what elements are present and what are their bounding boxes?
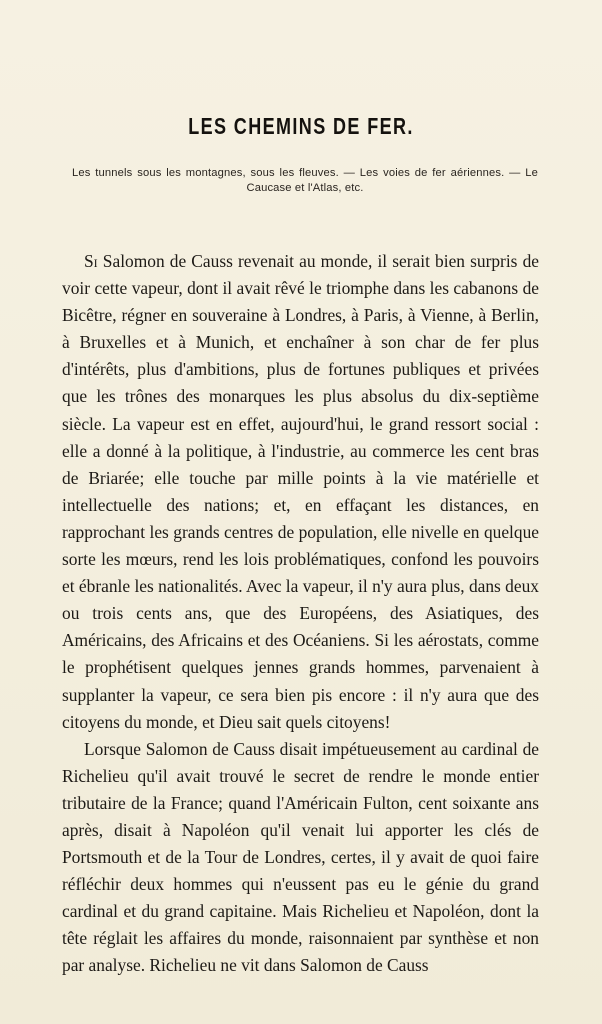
paragraph-2: Lorsque Salomon de Causs disait impétueusement au cardinal de Richelieu qu'il avait trouvé le secret de rendre le monde entier tributaire de la France; quand l'Américain Fulton, cent soixante ans après, disait à Napoléon qu'il venait lui apporter les clés de Portsmouth et de la Tour de Londres, certes, il y avait de quoi faire réfléchir deux hommes qui n'eussent pas eu le génie du grand cardinal et du grand capitaine. Mais Richelieu et Napoléon, dont la tête réglait les affaires du monde, raisonnaient par synthèse et non par analyse. Richelieu ne vit dans Salomon de Causs (62, 738, 539, 976)
paragraph-1 (62, 248, 539, 736)
body-text (62, 248, 539, 980)
chapter-summary: Les tunnels sous les montagnes, sous les fleuves. — Les voies de fer aériennes. — Le Caucase et l'Atlas, etc. (72, 167, 538, 194)
chapter-title: LES CHEMINS DE FER. (188, 113, 414, 139)
paragraph-lead-word: Si (84, 251, 98, 271)
paragraph-1-text: Salomon de Causs revenait au monde, il serait bien surpris de voir cette vapeur, dont il avait rêvé le triomphe dans les cabanons de Bicêtre, régner en souveraine à Londres, à Paris, à Vienne, à Berlin, à Bruxelles et à Munich, et enchaîner à son char de fer plus d'intérêts, plus d'ambitions, plus de fortunes publiques et privées que les trônes des monarques les plus absolus du dix-septième siècle. La vapeur est en effet, aujourd'hui, le grand ressort social : elle a donné à la politique, à l'industrie, au commerce les cent bras de Briarée; elle touche par mille points à la vie matérielle et intellectuelle des nations; et, en effaçant les distances, en rapprochant les grands centres de population, elle nivelle en quelque sorte les mœurs, rend les lois problématiques, confond les pouvoirs et ébranle les nationalités. Avec la vapeur, il n'y aura plus, dans deux ou trois cents ans, que des Européens, des Asiatiques, des Américains, des Africains et des Océaniens. Si les aérostats, comme le prophétisent quelques jennes grands hommes, parvenaient à supplanter la vapeur, ce sera bien pis encore : il n'y aura que des citoyens du monde, et Dieu sait quels citoyens! (62, 251, 539, 732)
